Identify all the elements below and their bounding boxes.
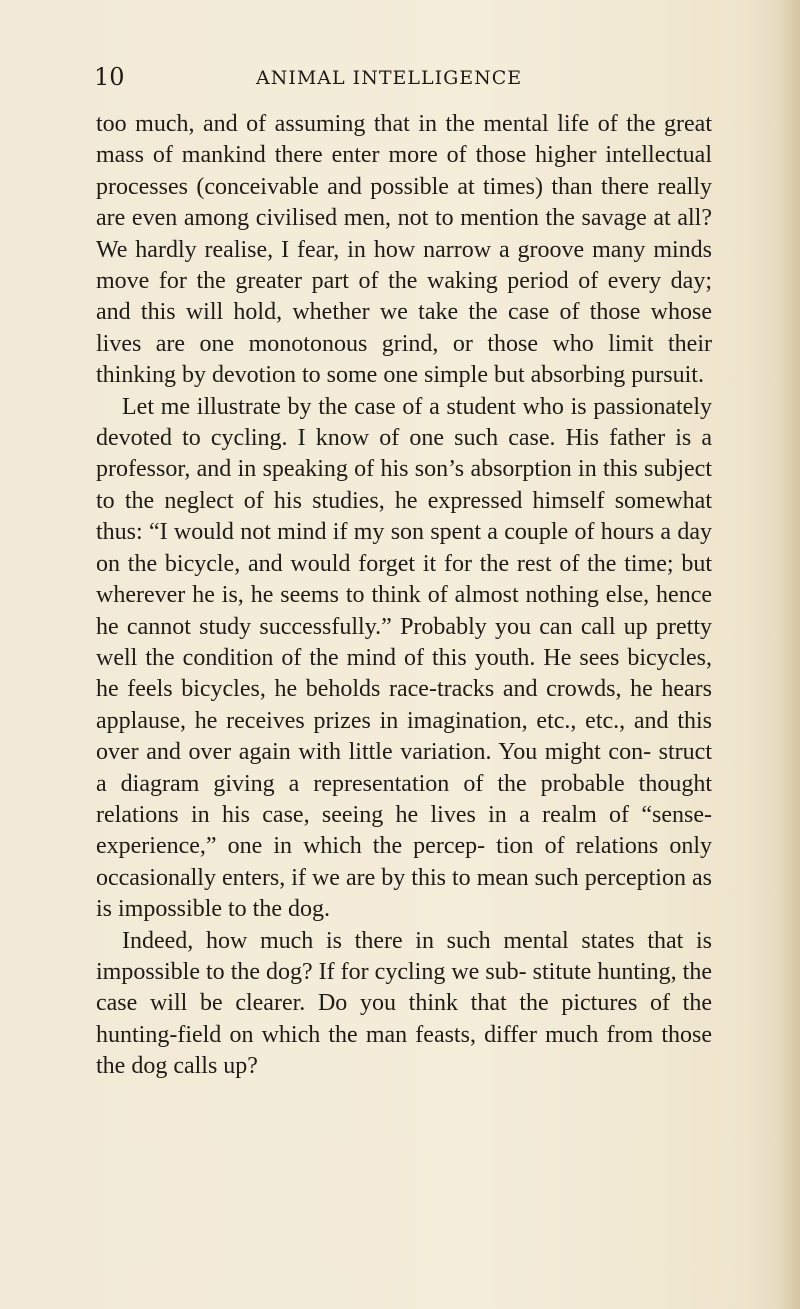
page-edge-shadow — [778, 0, 800, 1309]
page-number: 10 — [94, 63, 125, 91]
paragraph-continued: too much, and of assuming that in the mental life of the great mass of mankind there enter more of those higher intellectual processes (conceivable and possible at times) than there really are even among civilised men, not to mention the savage at all? We hardly realise, I fear, in how narrow a groove many minds move for the greater part of the waking period of every day; and this will hold, whether we take the case of those whose lives are one monotonous grind, or those who limit their thinking by devotion to some one simple but absorbing pursuit. — [96, 111, 712, 389]
paragraph-hunting: Indeed, how much is there in such mental states that is impossible to the dog? If for cycling we sub- stitute hunting, the case will be clearer. Do you think that the pictures of the hunting-field on which the man feasts, differ much from those the dog calls up? — [96, 927, 712, 1080]
body-text — [96, 109, 712, 1083]
running-head: ANIMAL INTELLIGENCE — [256, 67, 523, 89]
paragraph-cycling-student: Let me illustrate by the case of a student who is passionately devoted to cycling. I know of one such case. His father is a professor, and in speaking of his son’s absorption in this subject to the neglect of his studies, he expressed himself somewhat thus: “I would not mind if my son spent a couple of hours a day on the bicycle, and would forget it for the rest of the time; but wherever he is, he seems to think of almost nothing else, hence he cannot study successfully.” Probably you can call up pretty well the condition of the mind of this youth. He sees bicycles, he feels bicycles, he beholds race-tracks and crowds, he hears applause, he receives prizes in imagination, etc., etc., and this over and over again with little variation. You might con- struct a diagram giving a representation of the probable thought relations in his case, seeing he lives in a realm of “sense-experience,” one in which the percep- tion of relations only occasionally enters, if we are by this to mean such perception as is impossible to the dog. — [96, 393, 712, 923]
page-header — [0, 62, 800, 92]
